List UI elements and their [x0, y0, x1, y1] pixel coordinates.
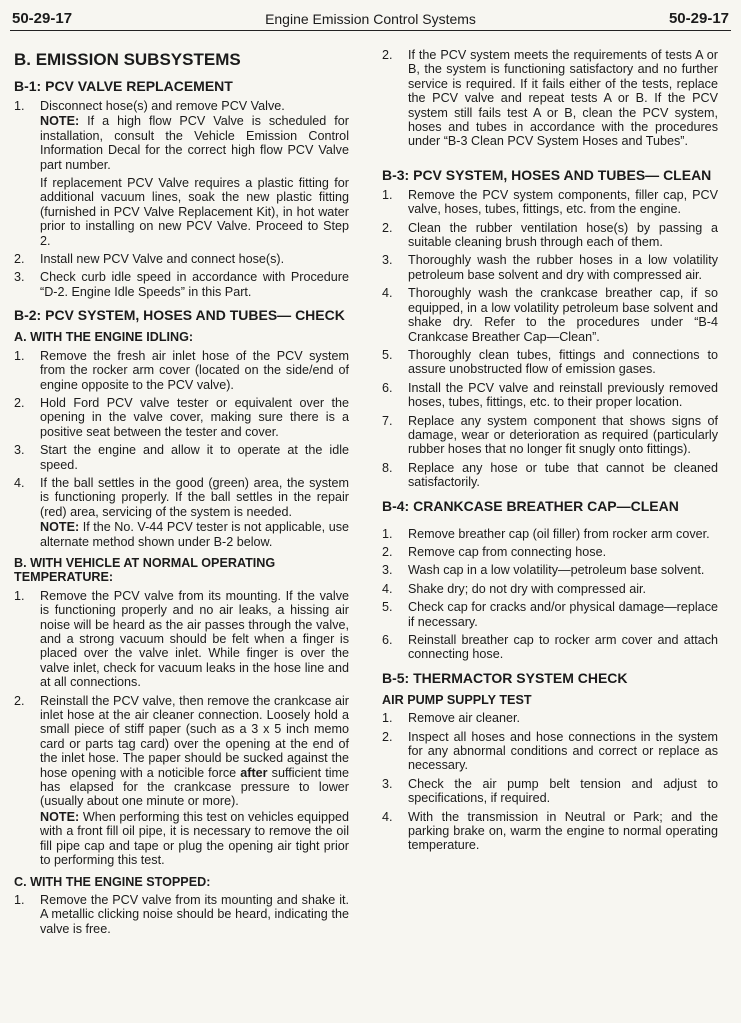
- list-item: 2. Inspect all hoses and hose connections in the system for any abnormal conditions and correct or replace as necessary.: [382, 729, 718, 773]
- b2-subheading-c: C. WITH THE ENGINE STOPPED:: [14, 874, 211, 889]
- list-item: 1. Remove the fresh air inlet hose of the PCV system from the rocker arm cover (located on the side/end of engine opposite to the PCV valve).: [14, 348, 349, 392]
- section-title: B. EMISSION SUBSYSTEMS: [14, 50, 241, 69]
- running-title: Engine Emission Control Systems: [265, 11, 476, 27]
- note: NOTE: If a high flow PCV Valve is scheduled for installation, consult the Vehicle Emission Control Information Decal for the correct high flow PCV Valve part number.: [40, 114, 349, 172]
- list-item: 6. Install the PCV valve and reinstall previously removed hoses, tubes, fittings, etc. to their proper location.: [382, 380, 718, 410]
- list-item: 6. Reinstall breather cap to rocker arm cover and attach connecting hose.: [382, 633, 718, 662]
- list-item: 1. Remove the PCV valve from its mounting. If the valve is functioning properly and no air leaks, a hissing air noise will be heard as the air passes through the valve, and a strong vacuum should be felt when a finger is placed over the valve inlet. While finger is over the valve inlet, check for vacuum leaks in the hose line and at all connections.: [14, 588, 349, 690]
- list-item: 4. Thoroughly wash the crankcase breather cap, if so equipped, in a low volatility petroleum base solvent and shake dry. Refer to the procedures under “B-4 Crankcase Breather Cap—Clean”.: [382, 286, 718, 344]
- list-item: 3. Thoroughly wash the rubber hoses in a low volatility petroleum base solvent and dry with compressed air.: [382, 253, 718, 282]
- list-item: 3. Start the engine and allow it to operate at the idle speed.: [14, 443, 349, 472]
- list-item: 2. Clean the rubber ventilation hose(s) by passing a suitable cleaning brush through each of them.: [382, 220, 718, 250]
- list-item: 4. If the ball settles in the good (green) area, the system is functioning properly. If the ball settles in the repair (red) area, servicing of the system is needed. NOTE: If the No. V-44 PCV tester is not applicable, use alternate method shown under B-2 below.: [14, 475, 349, 549]
- list-item: 8. Replace any hose or tube that cannot be cleaned satisfactorily.: [382, 460, 718, 490]
- b2-heading: B-2: PCV SYSTEM, HOSES AND TUBES— CHECK: [14, 307, 345, 324]
- list-item: 4. With the transmission in Neutral or Park; and the parking brake on, warm the engine to normal operating temperature.: [382, 809, 718, 853]
- note: NOTE: When performing this test on vehicles equipped with a front fill oil pipe, it is necessary to remove the oil fill pipe cap and tape or plug the opening air tight prior to performing this test.: [40, 809, 349, 868]
- b1-steps: [14, 99, 349, 299]
- list-item: 2. Remove cap from connecting hose.: [382, 544, 607, 559]
- b2-b-steps: [14, 589, 349, 868]
- b5-steps: [382, 711, 718, 853]
- note: NOTE: If the No. V-44 PCV tester is not applicable, use alternate method shown under B-2 below.: [40, 520, 349, 549]
- list-item: 4. Shake dry; do not dry with compressed air.: [382, 581, 646, 596]
- list-item: 1. Remove the PCV system components, filler cap, PCV valve, hoses, tubes, fittings, etc. from the engine.: [382, 187, 718, 217]
- list-item: 1. Disconnect hose(s) and remove PCV Valve. NOTE: If a high flow PCV Valve is scheduled for installation, consult the Vehicle Emission Control Information Decal for the correct high flow PCV Valve part number. If replacement PCV Valve requires a plastic fitting for additional vacuum lines, soak the new plastic fitting (furnished in PCV Valve Replacement Kit), in hot water prior to installing on new PCV Valve. Proceed to Step 2.: [14, 99, 349, 248]
- list-item: 2. If the PCV system meets the requirements of tests A or B, the system is functioning satisfactory and no further service is required. If it fails either of the tests, replace the PCV valve and repeat tests A or B. If the PCV system still fails test A or B, clean the PCV system, hoses and tubes in accordance with the procedures under “B-3 Clean PCV System Hoses and Tubes”.: [382, 48, 718, 149]
- b5-subheading: AIR PUMP SUPPLY TEST: [382, 692, 532, 707]
- b4-heading: B-4: CRANKCASE BREATHER CAP—CLEAN: [382, 497, 679, 514]
- page-number-right: 50-29-17: [668, 10, 729, 27]
- b2-subheading-b: B. WITH VEHICLE AT NORMAL OPERATING TEMPERATURE:: [14, 555, 276, 585]
- list-item: 2. Hold Ford PCV valve tester or equivalent over the opening in the valve cover, making sure there is a positive seat between the tester and cover.: [14, 395, 349, 439]
- b3-heading: B-3: PCV SYSTEM, HOSES AND TUBES— CLEAN: [382, 166, 712, 183]
- list-item: 2. Reinstall the PCV valve, then remove the crankcase air inlet hose at the air cleaner connection. Loosely hold a small piece of stiff paper (such as a 3 x 5 inch memo card or parts tag card) over the opening at the end of the inlet hose. The paper should be sucked against the hose opening with a noticible force after sufficient time has elapsed for the crankcase pressure to lower (usually about one minute or more). NOTE: When performing this test on vehicles equipped with a front fill oil pipe, it is necessary to remove the oil fill pipe cap and tape or plug the opening air tight prior to performing this test.: [14, 693, 349, 868]
- page-header: [10, 6, 731, 28]
- page-number-left: 50-29-17: [12, 10, 73, 27]
- header-rule: [10, 30, 731, 31]
- list-item: 3. Check curb idle speed in accordance with Procedure “D-2. Engine Idle Speeds” in this Part.: [14, 270, 349, 299]
- list-item: 1. Remove the PCV valve from its mounting and shake it. A metallic clicking noise should be heard, indicating the valve is free.: [14, 892, 349, 936]
- list-item: 3. Check the air pump belt tension and adjust to specifications, if required.: [382, 776, 718, 806]
- list-item: 1. Remove air cleaner.: [382, 711, 520, 726]
- paragraph: If replacement PCV Valve requires a plastic fitting for additional vacuum lines, soak the new plastic fitting (furnished in PCV Valve Replacement Kit), in hot water prior to installing on new PCV Valve. Proceed to Step 2.: [40, 176, 349, 248]
- list-item: 2. Install new PCV Valve and connect hose(s).: [14, 252, 285, 267]
- list-item: 3. Wash cap in a low volatility—petroleum base solvent.: [382, 563, 705, 578]
- b2-c-continued-steps: [382, 48, 718, 149]
- right-column: [382, 46, 718, 857]
- list-item: 7. Replace any system component that shows signs of damage, wear or deterioration as required (particularly rubber hoses that no longer fit snugly onto fittings).: [382, 413, 718, 457]
- b2-a-steps: [14, 349, 349, 549]
- b3-steps: [382, 188, 718, 490]
- b5-heading: B-5: THERMACTOR SYSTEM CHECK: [382, 669, 628, 686]
- list-item: 5. Check cap for cracks and/or physical damage—replace if necessary.: [382, 600, 718, 629]
- b4-steps: [382, 527, 718, 662]
- b2-c-steps: [14, 893, 349, 936]
- b1-heading: B-1: PCV VALVE REPLACEMENT: [14, 78, 233, 94]
- list-item: 5. Thoroughly clean tubes, fittings and connections to assure unobstructed flow of emission gases.: [382, 347, 718, 377]
- b2-subheading-a: A. WITH THE ENGINE IDLING:: [14, 330, 194, 345]
- list-item: 1. Remove breather cap (oil filler) from rocker arm cover.: [382, 526, 710, 541]
- left-column: [14, 46, 349, 940]
